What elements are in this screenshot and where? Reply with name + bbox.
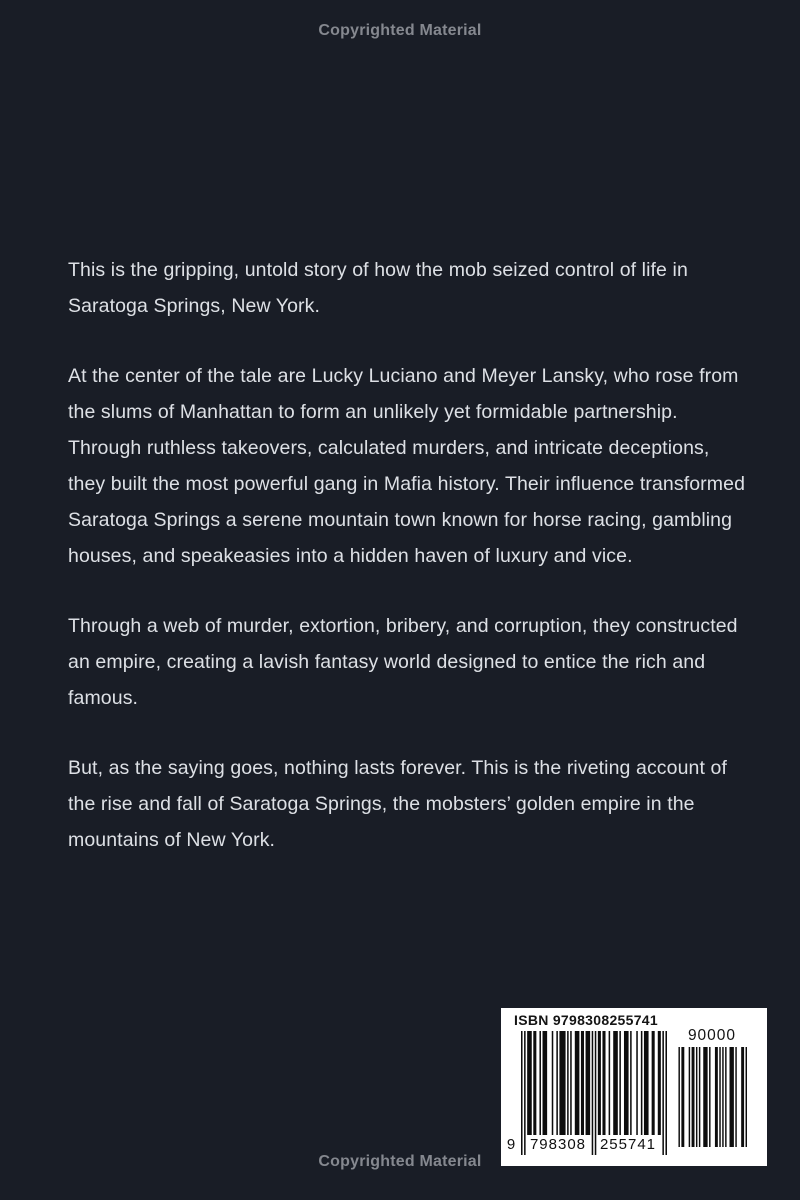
blurb-paragraph-2: At the center of the tale are Lucky Luciano and Meyer Lansky, who rose from the slums of Manhattan to form an unlikely yet formidable partnership. Through ruthless takeovers, calculated murders, and intricate deceptions, they built the most powerful gang in Mafia history. Their influence transformed Saratoga Springs a serene mountain town known for horse racing, gambling houses, and speakeasies into a hidden haven of luxury and vice. [68, 365, 746, 567]
isbn-digit-group-1: 798308 [529, 1136, 587, 1153]
copyright-notice-bottom: Copyrighted Material [318, 1153, 482, 1170]
barcode-panel [501, 1008, 767, 1166]
isbn-digit-group-2: 255741 [597, 1135, 659, 1155]
price-code-label: 90000 [687, 1027, 737, 1044]
isbn-digit-first: 9 [503, 1135, 519, 1155]
copyright-notice-top: Copyrighted Material [318, 22, 482, 39]
back-cover-blurb [68, 252, 746, 892]
isbn-label: ISBN 9798308255741 [514, 1012, 658, 1028]
price-supplement-barcode-icon [677, 1047, 747, 1147]
blurb-paragraph-1: This is the gripping, untold story of how the mob seized control of life in Saratoga Springs, New York. [68, 259, 688, 317]
blurb-paragraph-3: Through a web of murder, extortion, bribery, and corruption, they constructed an empire, creating a lavish fantasy world designed to entice the rich and famous. [68, 615, 738, 709]
blurb-paragraph-4: But, as the saying goes, nothing lasts forever. This is the riveting account of the rise and fall of Saratoga Springs, the mobsters’ golden empire in the mountains of New York. [68, 757, 727, 851]
